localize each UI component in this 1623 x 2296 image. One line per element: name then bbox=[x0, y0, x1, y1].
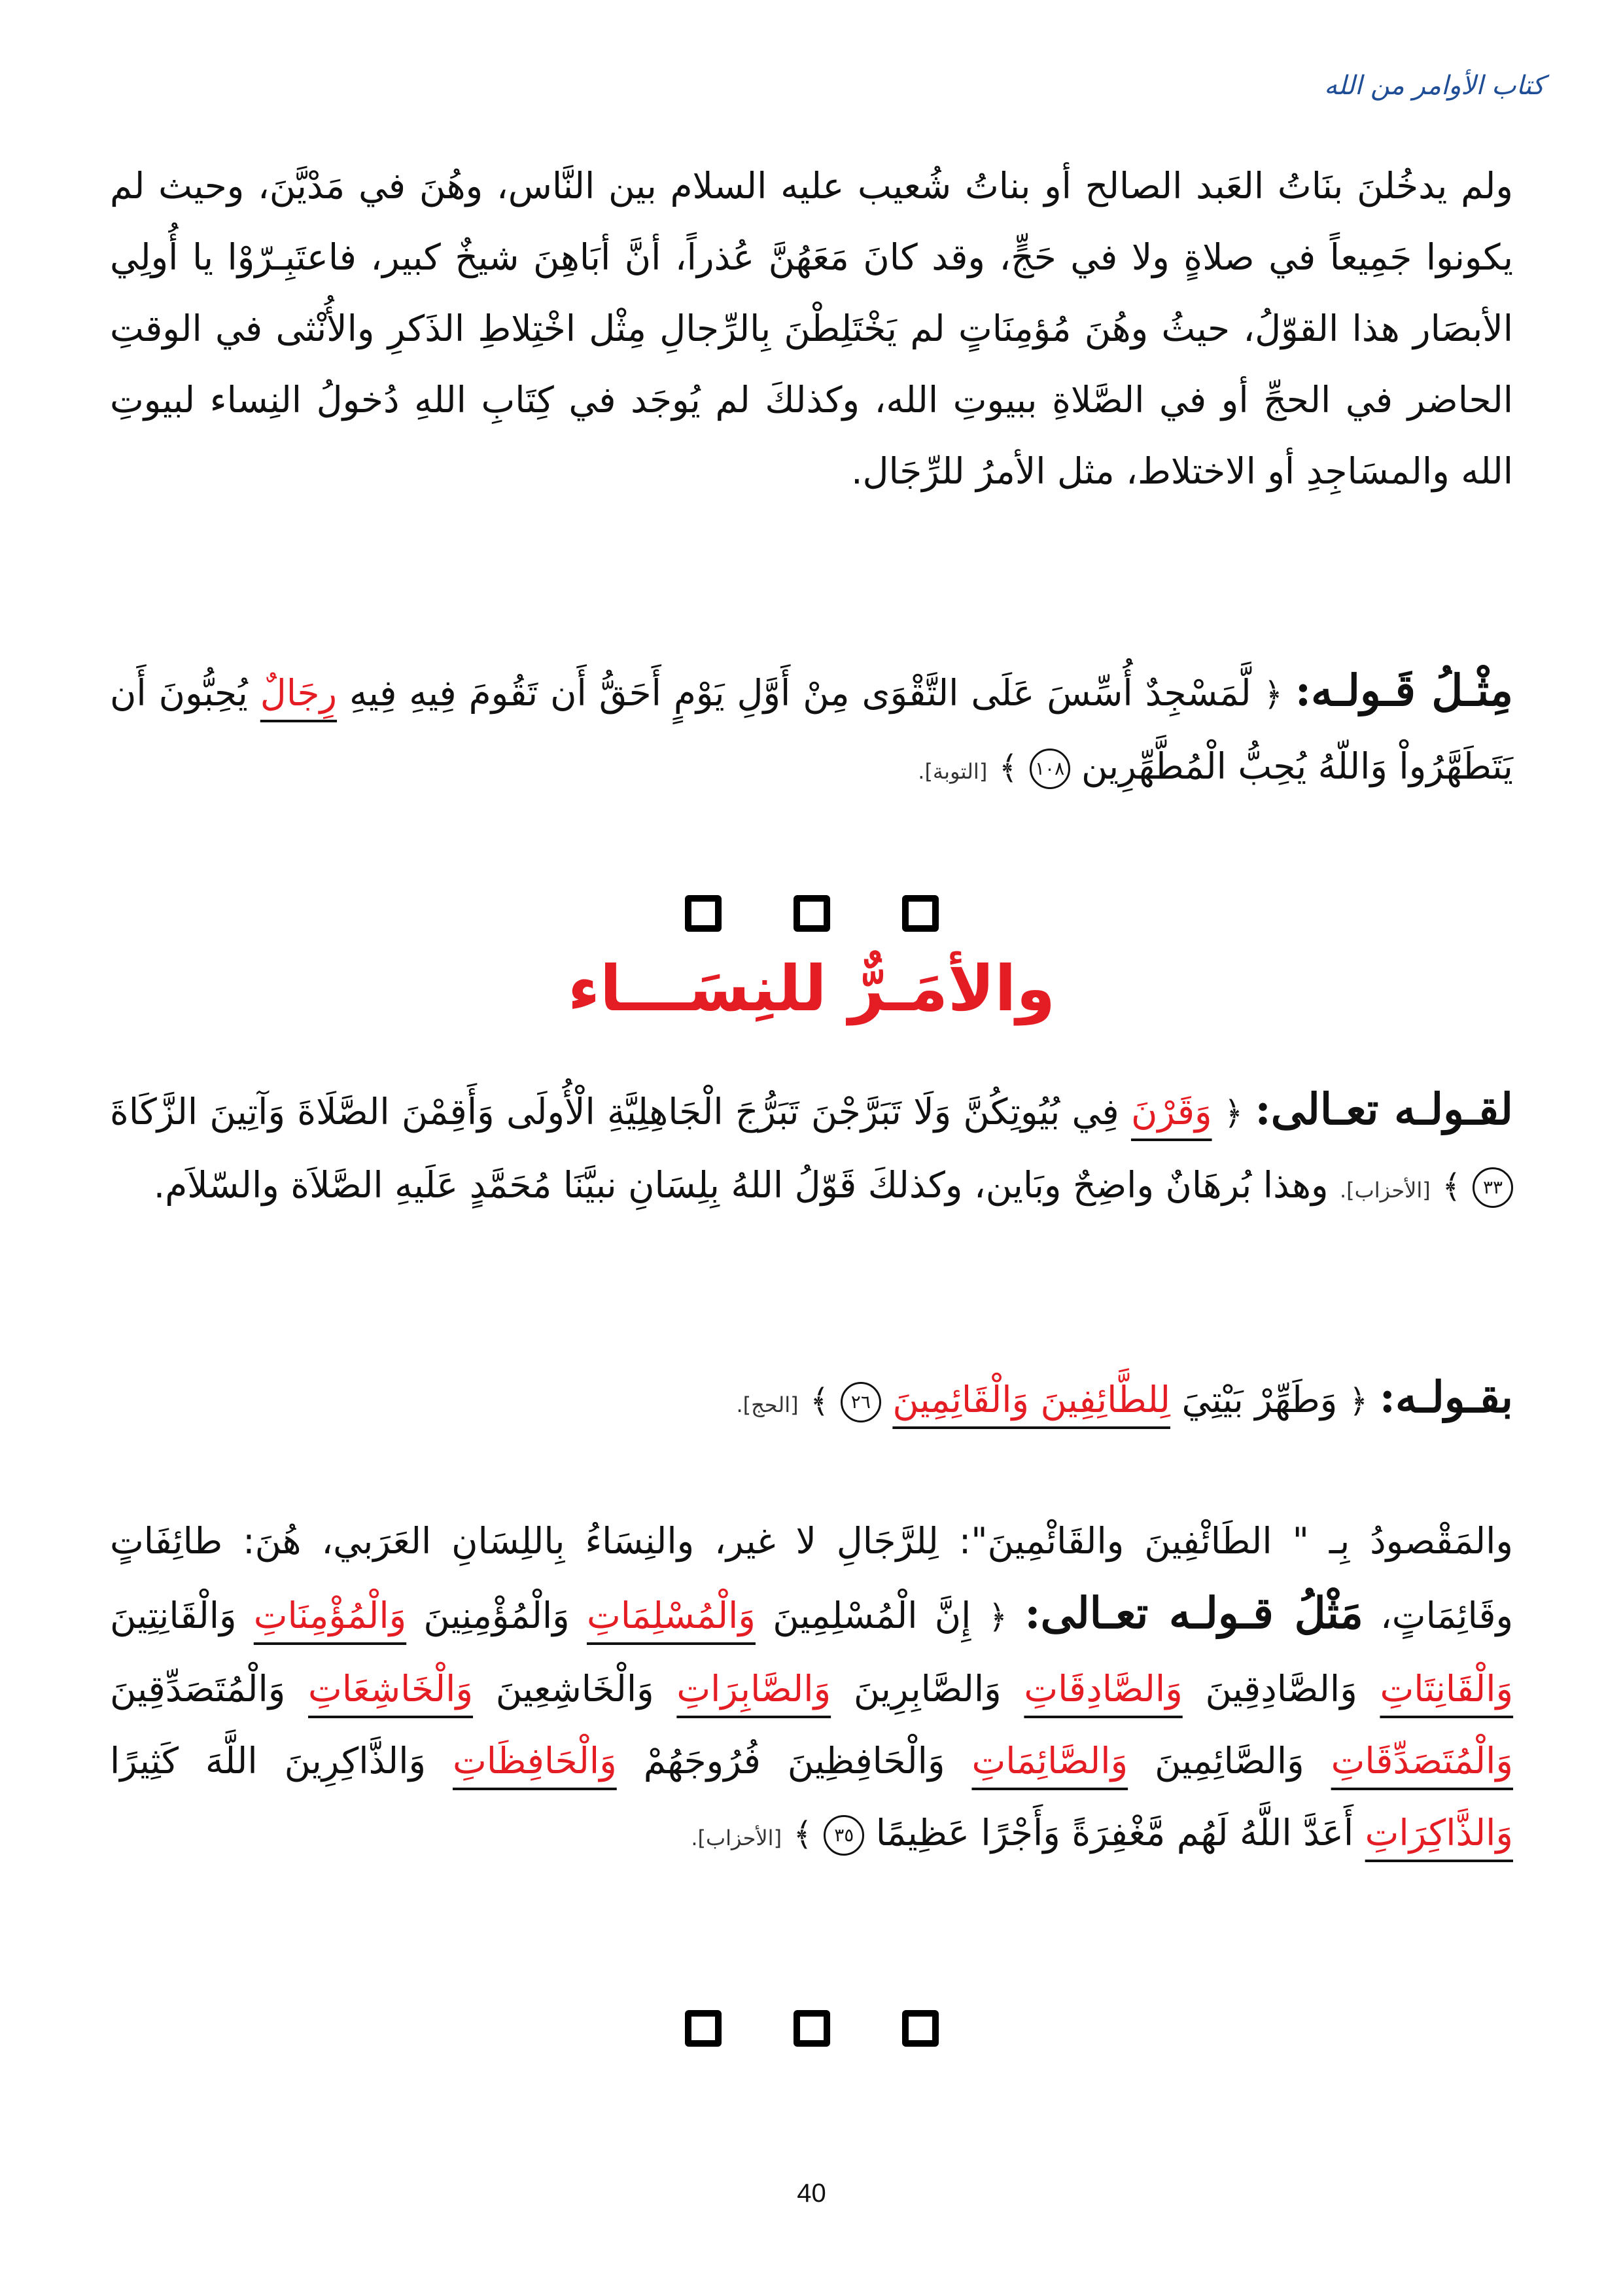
verse-text: يُحِبُّونَ أَن يَتَطَهَّرُواْ وَاللّهُ يُحِبُّ الْمُطَّهِّرِين bbox=[110, 672, 1513, 787]
surah-reference: [الحج]. bbox=[736, 1392, 799, 1417]
verse-text: لَّمَسْجِدٌ أُسِّسَ عَلَى التَّقْوَى مِنْ أَوَّلِ يَوْمٍ أَحَقُّ أَن تَقُومَ فِيهِ فِيهِ bbox=[349, 672, 1251, 714]
quote-lead: لقـولـه تعـالى: bbox=[1255, 1084, 1514, 1135]
quote-lead: بقـولـه: bbox=[1379, 1371, 1513, 1422]
square-icon bbox=[794, 895, 830, 932]
quran-bracket-close: ﴾ bbox=[793, 1815, 812, 1853]
surah-reference: [الأحزاب]. bbox=[1340, 1178, 1431, 1203]
section-title: والأمَـرٌّ للنِسَـــاء bbox=[567, 952, 1056, 1025]
verse-text: وَالْمُؤْمِنِينَ bbox=[423, 1595, 570, 1636]
quran-bracket-close: ﴾ bbox=[1442, 1167, 1461, 1205]
verse-highlight: وَالصَّادِقَاتِ bbox=[1024, 1668, 1183, 1710]
verse-text: وَالْخَاشِعِينَ bbox=[495, 1668, 654, 1710]
paragraph-explanation bbox=[110, 1505, 1513, 1874]
page-number: 40 bbox=[797, 2179, 826, 2208]
quran-bracket-open: ﴿ bbox=[988, 1598, 1007, 1636]
verse-text: وَالصَّائِمِينَ bbox=[1155, 1740, 1304, 1782]
square-icon bbox=[902, 2010, 939, 2047]
verse-text: فِي بُيُوتِكُنَّ وَلَا تَبَرَّجْنَ تَبَرُّجَ الْجَاهِلِيَّةِ الْأُولَى وَأَقِمْنَ الصَّلَاةَ وَآتِينَ الزَّكَاةَ bbox=[110, 1091, 1119, 1133]
verse-highlight: وَالصَّائِمَاتِ bbox=[971, 1740, 1128, 1782]
verse-text: أَعَدَّ اللَّهُ لَهُم مَّغْفِرَةً وَأَجْرًا عَظِيمًا bbox=[875, 1812, 1354, 1854]
quran-bracket-open: ﴿ bbox=[1223, 1094, 1244, 1132]
surah-reference: [التوبة]. bbox=[918, 759, 988, 784]
verse-highlight: وَالْمُتَصَدِّقَاتِ bbox=[1331, 1740, 1513, 1782]
verse-text: وَطَهِّرْ بَيْتِيَ bbox=[1181, 1379, 1338, 1421]
quote-lead: مِثْـلُ قَـولـه: bbox=[1295, 665, 1513, 716]
verse-text: وَالصَّادِقِينَ bbox=[1205, 1668, 1357, 1710]
verse-highlight: وَالْقَانِتَاتِ bbox=[1380, 1668, 1514, 1710]
paragraph-intro: ولم يدخُلنَ بنَاتُ العَبد الصالح أو بناتُ شُعيب عليه السلام بين النَّاس، وهُنَ في مَدْيَّنَ، وحيث لم يكونوا جَمِيعاً في صلاةٍ ولا في حَجٍّ، وقد كانَ مَعَهُنَّ عُذراً، أنَّ أبَاهِنَ شيخٌ كبير، فاعتَبِـرّوْا يا أُولِي الأبصَار هذا القوّلُ، حيثُ وهُنَ مُؤمِنَاتٍ لم يَخْتَلِطْنَ بِالرِّجالِ مِثْل اخْتِلاطِ الذَكرِ والأُنْثى في الوقتِ الحاضر في الحجِّ أو في الصَّلاةِ ببيوتِ الله، وكذلكَ لم يُوجَد في كِتَابِ اللهِ دُخولُ النِساء لبيوتِ الله والمسَاجِدِ أو الاختلاط، مثل الأمرُ للرِّجَال. bbox=[110, 165, 1513, 492]
verse-number-marker: ١٠٨ bbox=[1030, 749, 1070, 789]
section-separator bbox=[0, 2010, 1623, 2047]
commentary-text: وهذا بُرهَانٌ واضِحٌ وبَاين، وكذلكَ قَوّلُ اللهُ بِلِسَانِ نبيَّنَا مُحَمَّدٍ عَلَيهِ الصَّلاَة والسّلاَم. bbox=[153, 1164, 1329, 1206]
quran-quote-tawbah bbox=[110, 654, 1513, 807]
verse-number-marker: ٣٣ bbox=[1473, 1167, 1513, 1208]
verse-text: وَالْمُتَصَدِّقِينَ bbox=[110, 1668, 286, 1710]
explanation-text: والمَقْصودُ بِـ " الطَائْفِينَ والقَائْمِينَ": لِلرَّجَالِ لا غير، والنِسَاءُ بِاللِسَانِ العَرَبي، هُنَ: طائِفَاتٍ وقَائِمَاتٍ، bbox=[110, 1520, 1514, 1636]
verse-number-marker: ٢٦ bbox=[841, 1382, 881, 1422]
section-separator bbox=[0, 895, 1623, 932]
verse-highlight: وَالْمُسْلِمَاتِ bbox=[586, 1595, 756, 1636]
verse-text: وَالذَّاكِرِينَ اللَّهَ كَثِيرًا bbox=[110, 1740, 427, 1782]
square-icon bbox=[794, 2010, 830, 2047]
square-icon bbox=[902, 895, 939, 932]
verse-number-marker: ٣٥ bbox=[824, 1815, 864, 1856]
verse-highlight: وَالْمُؤْمِنَاتِ bbox=[253, 1595, 407, 1636]
verse-text: وَالْقَانِتِينَ bbox=[110, 1595, 237, 1636]
verse-text: وَالصَّابِرِينَ bbox=[853, 1668, 1002, 1710]
quran-bracket-close: ﴾ bbox=[810, 1382, 829, 1420]
verse-text: إِنَّ الْمُسْلِمِينَ bbox=[773, 1595, 971, 1636]
square-icon bbox=[685, 2010, 722, 2047]
verse-highlight: رِجَالٌ bbox=[260, 672, 338, 714]
verse-text: وَالْحَافِظِينَ فُرُوجَهُمْ bbox=[643, 1740, 945, 1782]
square-icon bbox=[685, 895, 722, 932]
verse-highlight: وَالذَّاكِرَاتِ bbox=[1365, 1812, 1513, 1854]
quote-lead: مَثْلُ قـولـه تعـالى: bbox=[1024, 1587, 1363, 1638]
verse-highlight: وَالْخَاشِعَاتِ bbox=[308, 1668, 474, 1710]
surah-reference: [الأحزاب]. bbox=[691, 1826, 782, 1850]
verse-highlight: وَالصَّابِرَاتِ bbox=[676, 1668, 831, 1710]
quran-quote-ahzab-33 bbox=[110, 1073, 1513, 1226]
quran-bracket-open: ﴿ bbox=[1263, 675, 1283, 713]
verse-highlight: وَقَرْنَ bbox=[1130, 1091, 1212, 1133]
quran-bracket-open: ﴿ bbox=[1348, 1382, 1369, 1420]
verse-highlight: لِلطَّائِفِينَ وَالْقَائِمِينَ bbox=[892, 1379, 1170, 1421]
verse-highlight: وَالْحَافِظَاتِ bbox=[452, 1740, 617, 1782]
book-title-logo: كتاب الأوامر من الله bbox=[1324, 71, 1544, 101]
quran-bracket-close: ﴾ bbox=[998, 749, 1019, 786]
quran-quote-hajj bbox=[110, 1361, 1513, 1441]
